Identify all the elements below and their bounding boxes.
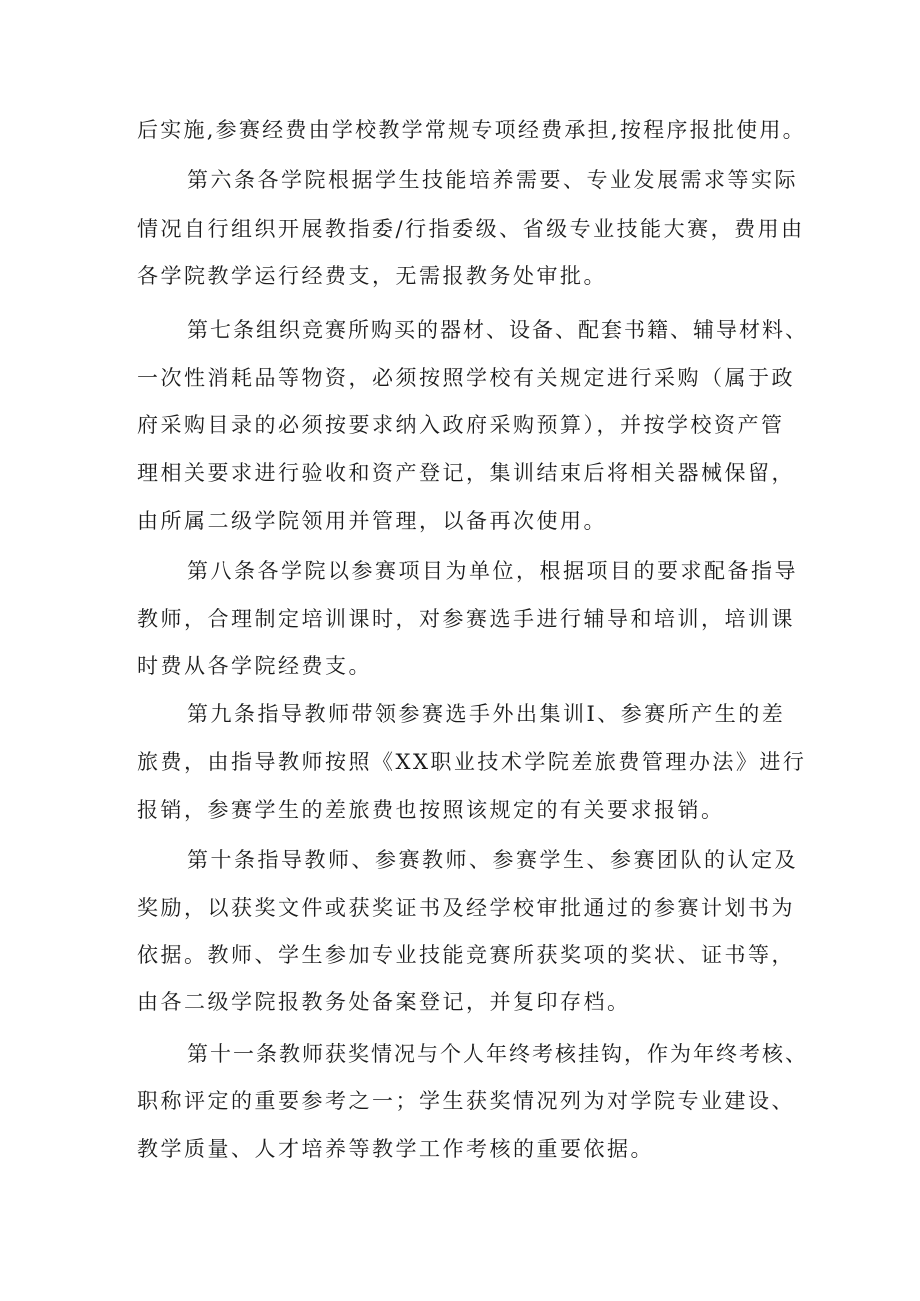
text-line: 教师，合理制定培训课时，对参赛选手进行辅导和培训，培训课 xyxy=(137,607,795,631)
text-line: 奖励，以获奖文件或获奖证书及经学校审批通过的参赛计划书为 xyxy=(137,896,795,920)
text-line: 由所属二级学院领用并管理，以备再次使用。 xyxy=(137,509,607,533)
text-line: 府采购目录的必须按要求纳入政府采购预算），并按学校资产管 xyxy=(137,413,785,437)
text-line: 报销，参赛学生的差旅费也按照该规定的有关要求报销。 xyxy=(137,798,725,822)
text-line: 职称评定的重要参考之一；学生获奖情况列为对学院专业建设、 xyxy=(137,1089,795,1113)
article-9-start: 第九条指导教师带领参赛选手外出集训I、参赛所产生的差 xyxy=(187,702,786,726)
text-line: 后实施,参赛经费由学校教学常规专项经费承担,按程序报批使用。 xyxy=(137,118,806,142)
text-line: 一次性消耗品等物资，必须按照学校有关规定进行采购（属于政 xyxy=(137,366,795,390)
article-7-start: 第七条组织竞赛所购买的器材、设备、配套书籍、辅导材料、 xyxy=(187,318,808,342)
article-8-start: 第八条各学院以参赛项目为单位，根据项目的要求配备指导 xyxy=(187,559,798,583)
article-10-start: 第十条指导教师、参赛教师、参赛学生、参赛团队的认定及 xyxy=(187,848,798,872)
text-line: 依据。教师、学生参加专业技能竞赛所获奖项的奖状、证书等， xyxy=(137,943,795,967)
text-line: 理相关要求进行验收和资产登记，集训结束后将相关器械保留， xyxy=(137,461,795,485)
text-line: 时费从各学院经费支。 xyxy=(137,654,372,678)
text-line: 由各二级学院报教务处备案登记，并复印存档。 xyxy=(137,990,631,1014)
text-line: 情况自行组织开展教指委/行指委级、省级专业技能大赛，费用由 xyxy=(137,217,805,241)
text-line: 教学质量、人才培养等教学工作考核的重要依据。 xyxy=(137,1137,654,1161)
article-6-start: 第六条各学院根据学生技能培养需要、专业发展需求等实际 xyxy=(187,168,798,192)
text-line: 旅费，由指导教师按照《XX职业技术学院差旅费管理办法》进行 xyxy=(137,750,807,774)
text-line: 各学院教学运行经费支，无需报教务处审批。 xyxy=(137,264,607,288)
article-11-start: 第十一条教师获奖情况与个人年终考核挂钩，作为年终考核、 xyxy=(187,1042,808,1066)
